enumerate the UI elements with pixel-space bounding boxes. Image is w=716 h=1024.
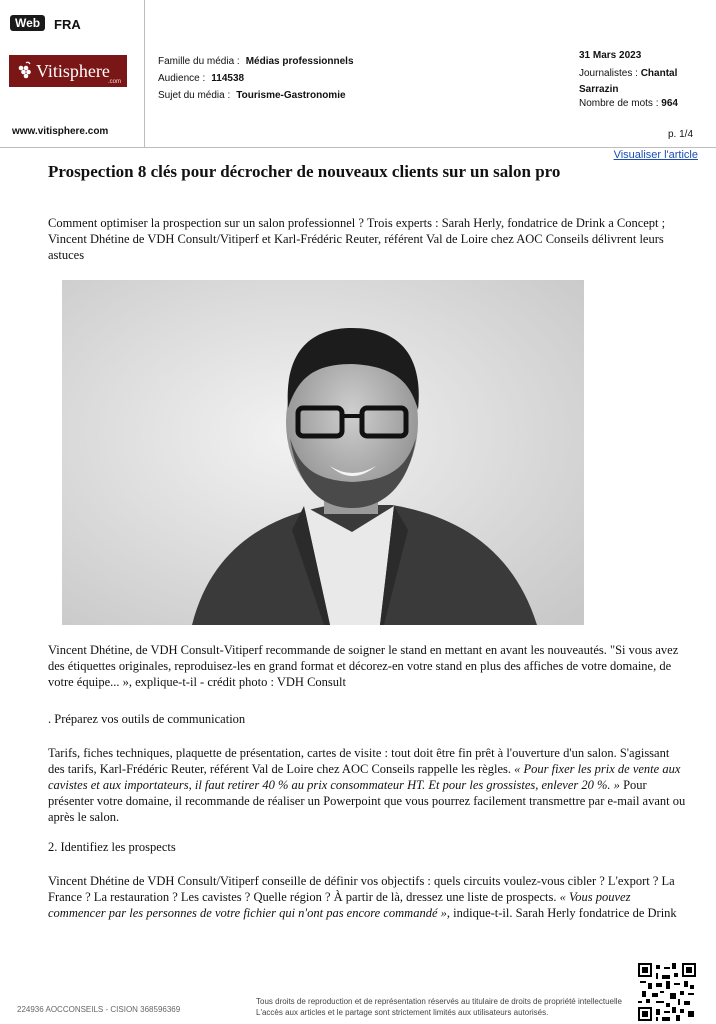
article-date: 31 Mars 2023 [579,50,642,61]
grape-cluster-icon [14,61,34,81]
logo-subtext: .com [107,79,121,85]
header-divider-horizontal [0,147,716,148]
media-family-value: Médias professionnels [245,56,354,67]
section2-quote: « Vous pouvez commencer par les personnes de votre fichier qui n'ont pas encore commandé » [48,890,631,920]
media-subject [158,90,346,101]
journalists-value: Chantal [640,68,678,79]
word-count-label: Nombre de mots : [579,98,659,109]
section2-paragraph [48,873,688,921]
section1-quote: « Pour fixer les prix de vente aux cavistes et aux importateurs, il faut retirer 40 % au prix consommateur HT. Et pour les grossistes, enlever 20 %. » [48,762,681,792]
language-label: FRA [54,17,81,32]
view-article-link[interactable]: Visualiser l'article [613,149,698,161]
media-family [158,56,354,67]
section1-text-a: Tarifs, fiches techniques, plaquette de présentation, cartes de visite : tout doit être fin prêt à l'ouverture d'un salon. S'agissant des tarifs, Karl-Frédéric Reuter, référent Val de Loire chez AOC Conseils rappelle les règles. [48,746,670,776]
article-intro: Comment optimiser la prospection sur un salon professionnel ? Trois experts : Sarah Herly, fondatrice de Drink a Concept ; Vincent Dhétine de VDH Consult/Vitiperf et Karl-Frédéric Reuter, référent Val de Loire chez AOC Conseils délivrent leurs astuces [48,216,666,262]
media-family-label: Famille du média : [158,56,240,67]
vitisphere-logo [9,55,127,87]
media-subject-label: Sujet du média : [158,90,231,101]
footer-reference: 224936 AOCCONSEILS - CISION 368596369 [17,1005,181,1014]
section2-text-b: , indique-t-il. Sarah Herly fondatrice de Drink [446,906,677,920]
header-divider-vertical [144,0,145,147]
word-count-value: 964 [661,98,678,109]
footer-rights-line-1: Tous droits de reproduction et de représentation réservés au titulaire de droits de propriété intellectuelle [256,997,622,1006]
page-number: p. 1/4 [668,129,694,140]
logo-text: Vitisphere [36,61,110,81]
journalists [579,68,677,79]
media-subject-value: Tourisme-Gastronomie [236,90,346,101]
document-header [0,0,716,147]
portrait-photo [62,280,584,625]
photo-caption: Vincent Dhétine, de VDH Consult-Vitiperf recommande de soigner le stand en mettant en avant les nouveautés. "Si vous avez des étiquettes originales, reproduisez-les en grand format et décorez-en votre stand en plus des affiches de votre domaine, de votre équipe... », explique-t-il - crédit photo : VDH Consult [48,643,679,689]
article-title: Prospection 8 clés pour décrocher de nouveaux clients sur un salon pro [48,162,561,181]
section2-text-a: Vincent Dhétine de VDH Consult/Vitiperf conseille de définir vos objectifs : quels circuits voulez-vous cibler ? L'export ? La France ? La restauration ? Les cavistes ? Quelle région ? À partir de là, dressez une liste de prospects. [48,874,675,904]
word-count [579,98,678,109]
audience-value: 114538 [211,73,245,84]
site-url: www.vitisphere.com [12,126,109,137]
journalists-label: Journalistes : [579,68,638,79]
section1-paragraph [48,745,688,825]
section1-text-b: Pour présenter votre domaine, il recommande de réaliser un Powerpoint que vous pourrez facilement transmettre par e-mail avant ou après le salon. [48,778,686,824]
journalists-value-cont: Sarrazin [579,84,619,95]
qr-code-icon [638,963,696,1021]
section2-heading: 2. Identifiez les prospects [48,840,176,854]
section1-heading: . Préparez vos outils de communication [48,712,246,726]
footer-rights-line-2: L'accès aux articles et le partage sont strictement limités aux utilisateurs autorisés. [256,1008,549,1017]
footer-rights [256,996,636,1018]
audience-label: Audience : [158,73,206,84]
audience [158,73,244,84]
web-badge: Web [10,15,45,31]
